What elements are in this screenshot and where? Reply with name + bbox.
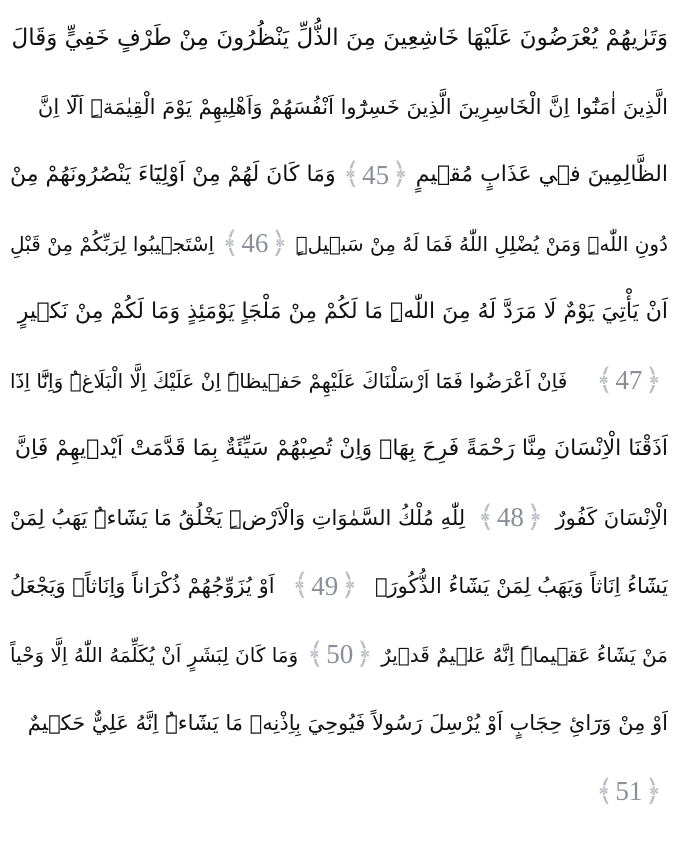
ayah-bracket-close: ﴿ (644, 362, 662, 398)
ayah-number-marker (306, 636, 373, 672)
ayah-number: 46 (241, 228, 269, 259)
verse-text: لِلّٰهِ مُلْكُ السَّمٰوَاتِ وَالْاَرْضِۜ يَخْلُقُ مَا يَشَٓاءُۜ يَهَبُ لِمَنْ (10, 505, 466, 530)
verse-text: اَوْ يُزَوِّجُهُمْ ذُكْرَاناً وَاِنَاثاًۚ وَيَجْعَلُ (10, 574, 275, 598)
verse-text: اَذَقْنَا الْاِنْسَانَ مِنَّا رَحْمَةً فَرِحَ بِهَاۚ وَاِنْ تُصِبْهُمْ سَيِّئَةٌ بِمَا قَدَّمَتْ اَيْدٖيهِمْ فَاِنَّ (14, 436, 668, 461)
ayah-number-marker (477, 499, 544, 535)
ayah-number: 51 (615, 776, 643, 807)
verse-line (10, 278, 668, 347)
ayah-number: 45 (362, 159, 390, 190)
verse-line (10, 347, 668, 416)
verse-text: وَتَرٰيهُمْ يُعْرَضُونَ عَلَيْهَا خَاشِعِينَ مِنَ الذُّلِّ يَنْظُرُونَ مِنْ طَرْفٍ خَفِيٍّ وَقَالَ (11, 25, 668, 51)
ayah-bracket-open: ﴾ (477, 499, 495, 535)
ayah-bracket-open: ﴾ (595, 362, 614, 398)
verse-text: اَنْ يَأْتِيَ يَوْمٌ لَا مَرَدَّ لَهُ مِنَ اللّٰهِۜ مَا لَكُمْ مِنْ مَلْجَاٍ يَوْمَئِذٍ وَمَا لَكُمْ مِنْ نَكٖيرٍ (17, 299, 668, 324)
verse-line (10, 73, 668, 142)
verse-text: وَمَا كَانَ لَهُمْ مِنْ اَوْلِيَٓاءَ يَنْصُرُونَهُمْ مِنْ (10, 162, 336, 187)
ayah-number: 47 (615, 365, 643, 396)
verse-text: يَشَٓاءُ اِنَاثاً وَيَهَبُ لِمَنْ يَشَٓاءُ الذُّكُورَۙ (374, 574, 668, 598)
verse-text: اِسْتَجٖيبُوا لِرَبِّكُمْ مِنْ قَبْلِ (10, 231, 215, 256)
ayah-bracket-open: ﴾ (291, 568, 310, 604)
verse-text: الْاِنْسَانَ كَفُورٌ (555, 505, 668, 530)
verse-line (10, 210, 668, 279)
ayah-number-marker (342, 157, 409, 193)
verse-text: الَّذِينَ اٰمَنُٓوا اِنَّ الْخَاسِرِينَ الَّذِينَ خَسِرُٓوا اَنْفُسَهُمْ وَاَهْلِيهِمْ يَوْمَ الْقِيٰمَةِۜ اَلَٓا اِنَّ (37, 94, 668, 119)
verse-line (10, 552, 668, 621)
verse-text: فَاِنْ اَعْرَضُوا فَمَٓا اَرْسَلْنَاكَ عَلَيْهِمْ حَفٖيظاًۜ اِنْ عَلَيْكَ اِلَّا الْبَلَاغُۜ وَاِنَّٓا اِذَٓا (10, 368, 568, 393)
ayah-bracket-close: ﴿ (644, 773, 662, 809)
verse-line (10, 621, 668, 690)
verse-text: وَمَا كَانَ لِبَشَرٍ اَنْ يُكَلِّمَهُ اللّٰهُ اِلَّا وَحْياً (10, 642, 299, 667)
ayah-bracket-close: ﴿ (391, 157, 409, 193)
ayah-number-marker (595, 362, 662, 398)
verse-line (10, 484, 668, 553)
verse-line (10, 689, 668, 758)
ayah-bracket-open: ﴾ (342, 157, 361, 193)
verse-line (10, 141, 668, 210)
verse-line (10, 4, 668, 73)
ayah-number-marker (291, 568, 358, 604)
ayah-number-marker (221, 225, 288, 261)
ayah-bracket-close: ﴿ (355, 636, 373, 672)
ayah-bracket-close: ﴿ (270, 225, 288, 261)
verse-text: الظَّالِمِينَ فٖي عَذَابٍ مُقٖيمٍ (415, 162, 668, 187)
ayah-bracket-open: ﴾ (221, 225, 240, 261)
ayah-bracket-open: ﴾ (595, 773, 614, 809)
ayah-bracket-open: ﴾ (306, 636, 325, 672)
ayah-bracket-close: ﴿ (525, 499, 544, 535)
ayah-number: 49 (311, 570, 339, 601)
ayah-number-marker (595, 773, 662, 809)
ayah-number: 48 (496, 502, 524, 533)
ayah-number: 50 (326, 639, 354, 670)
verse-line (10, 758, 668, 827)
ayah-bracket-close: ﴿ (340, 568, 358, 604)
verse-text: اَوْ مِنْ وَرَٓائِ حِجَابٍ اَوْ يُرْسِلَ رَسُولاً فَيُوحِيَ بِاِذْنِهٖ مَا يَشَٓاءُۜ اِنَّهُ عَلِيٌّ حَكٖيمٌ (27, 711, 668, 735)
verse-text: دُونِ اللّٰهِۜ وَمَنْ يُضْلِلِ اللّٰهُ فَمَا لَهُ مِنْ سَبٖيلٍۜ (295, 231, 668, 256)
verse-text-block (10, 4, 668, 826)
verse-text: مَنْ يَشَٓاءُ عَقٖيماًۜ اِنَّهُ عَلٖيمٌ قَدٖيرٌ (381, 642, 668, 667)
verse-line (10, 415, 668, 484)
